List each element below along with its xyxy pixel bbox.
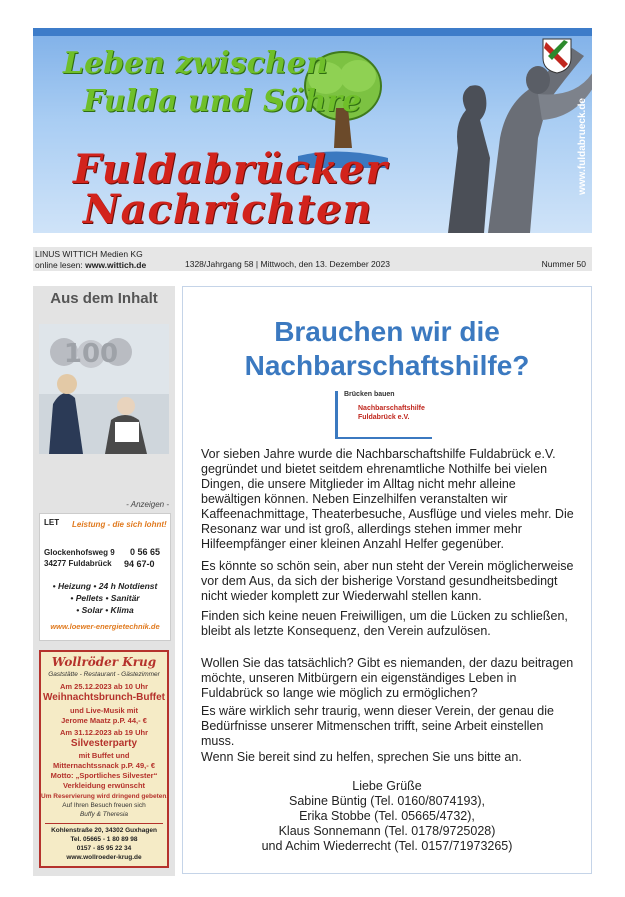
article-title [183, 315, 591, 383]
article-paragraph-5: Es wäre wirklich sehr traurig, wenn dieser Verein, der genau die Bedürfnisse unserer Mitmenschen trifft, seine Arbeit einstellen muss. [201, 704, 554, 748]
let-phone-prefix: 0 56 65 [130, 547, 161, 557]
krug-date-1: Am 25.12.2023 ab 10 Uhr [60, 682, 148, 691]
krug-reservation: Um Reservierung wird dringend gebeten. [41, 793, 169, 800]
slogan-line-1: Leben zwischen [63, 46, 328, 81]
article-paragraph-2: Es könnte so schön sein, aber nun steht der Verein möglicherweise vor dem Aus, da sich der bisherige Vorstand gesundheitsbedingt nicht wieder komplett zur Wiederwahl stellen kann. [201, 559, 574, 603]
masthead-banner [33, 28, 592, 233]
krug-dress: Verkleidung erwünscht [62, 781, 146, 790]
krug-live-1: und Live-Musik mit [70, 706, 138, 715]
ad-loewer-energietechnik[interactable] [39, 513, 171, 641]
online-reading-line [35, 260, 146, 270]
banner-url[interactable]: www.fuldabrueck.de [577, 98, 588, 195]
nachbarschaftshilfe-logo [335, 391, 432, 439]
logo-name-2: Fuldabrück e.V. [358, 414, 410, 421]
sidebar [33, 286, 175, 876]
let-phone-number: 94 67-0 [124, 559, 155, 569]
krug-motto: Motto: „Sportliches Silvester“ [50, 771, 158, 780]
crest-icon [542, 38, 572, 74]
krug-divider [45, 823, 163, 824]
let-city: 34277 Fuldabrück [44, 559, 112, 568]
krug-subtitle: Gaststätte - Restaurant - Gästezimmer [48, 671, 160, 678]
krug-tel-2: 0157 - 85 95 22 34 [76, 845, 132, 852]
krug-name: Wollröder Krug [51, 655, 157, 669]
let-service-1: • Heizung • 24 h Notdienst [52, 581, 158, 591]
krug-hosts: Buffy & Theresia [79, 811, 129, 818]
let-services [40, 580, 170, 616]
article-closing [183, 779, 591, 854]
article-paragraph-1: Vor sieben Jahre wurde die Nachbarschaftshilfe Fuldabrück e.V. gegründet und bietet seitdem ehrenamtliche Nothilfe bei vielen Dingen, die unsere Mitglieder im Alltag nicht mehr alleine bewältigen können. Neben Einzelhilfen veranstalten wir Kaffeenachmittage, Theaterbesuche, Ausflüge und vieles mehr. Die Resonanz war und ist groß, allerdings stehen immer mehr Hilfeempfänger einer kleinen Anzahl Helfer gegenüber. [201, 447, 574, 551]
krug-address: Kohlenstraße 20, 34302 Guxhagen [51, 827, 157, 834]
krug-visit: Auf Ihren Besuch freuen sich [62, 802, 146, 809]
closing-signer-4: und Achim Wiederrecht (Tel. 0157/71973265) [261, 839, 513, 853]
closing-greeting: Liebe Grüße [352, 779, 422, 793]
let-logo: LET [44, 518, 60, 527]
let-website-link[interactable]: www.loewer-energietechnik.de [50, 622, 160, 631]
balloon-number: 100 [63, 339, 119, 369]
closing-signer-3: Klaus Sonnemann (Tel. 0178/9725028) [278, 824, 496, 838]
article-title-line-2: Nachbarschaftshilfe? [244, 350, 530, 381]
article-title-line-1: Brauchen wir die [274, 316, 500, 347]
let-street: Glockenhofsweg 9 [44, 548, 115, 557]
let-service-2: • Pellets • Sanitär [70, 593, 140, 603]
article-paragraph-6: Wenn Sie bereit sind zu helfen, sprechen Sie uns bitte an. [201, 750, 522, 764]
online-prefix: online lesen: [35, 260, 83, 270]
publisher-name: LINUS WITTICH Medien KG [35, 249, 143, 259]
issue-details: 1328/Jahrgang 58 | Mittwoch, den 13. Dezember 2023 [185, 259, 390, 269]
article-paragraph-3: Finden sich keine neuen Freiwilligen, um die Lücken zu schließen, bleibt als letzte Konsequenz, den Verein aufzulösen. [201, 609, 568, 638]
article-paragraph-4: Wollen Sie das tatsächlich? Gibt es niemanden, der dazu beitragen möchte, unseren Mitbürgern ein eigenständiges Leben in Fuldabrück so lange wie möglich zu ermöglichen? [201, 656, 574, 700]
online-url-link[interactable]: www.wittich.de [85, 260, 147, 270]
krug-event-brunch: Weihnachtsbrunch-Buffet [42, 692, 166, 703]
logo-tagline: Brücken bauen [344, 391, 395, 398]
logo-name-1: Nachbarschaftshilfe [358, 405, 425, 412]
ads-label: - Anzeigen - [126, 500, 169, 509]
ad-wollroeder-krug[interactable] [39, 650, 169, 868]
krug-live-2: Jerome Maatz p.P. 44,- € [61, 716, 147, 725]
masthead-title-line-1: Fuldabrücker [73, 146, 388, 193]
masthead-title-line-2: Nachrichten [83, 186, 373, 233]
let-slogan: Leistung - die sich lohnt! [72, 520, 167, 529]
krug-buffet: mit Buffet und [78, 751, 130, 760]
let-service-3: • Solar • Klima [76, 605, 134, 615]
slogan-line-2: Fulda und Söhre [83, 84, 362, 119]
krug-date-2: Am 31.12.2023 ab 19 Uhr [60, 728, 148, 737]
krug-website-link[interactable]: www.wollroeder-krug.de [66, 854, 142, 861]
birthday-photo[interactable] [39, 324, 169, 454]
closing-signer-2: Erika Stobbe (Tel. 05665/4732), [299, 809, 475, 823]
closing-signer-1: Sabine Büntig (Tel. 0160/8074193), [289, 794, 485, 808]
issue-number: Nummer 50 [541, 259, 586, 269]
issue-info-bar [33, 247, 592, 271]
krug-event-party: Silvesterparty [70, 738, 138, 749]
main-article [182, 286, 592, 874]
sidebar-title: Aus dem Inhalt [50, 290, 158, 307]
krug-tel-1: Tel. 05665 - 1 80 89 98 [70, 836, 138, 843]
krug-snack: Mitternachtssnack p.P. 49,- € [53, 761, 155, 770]
